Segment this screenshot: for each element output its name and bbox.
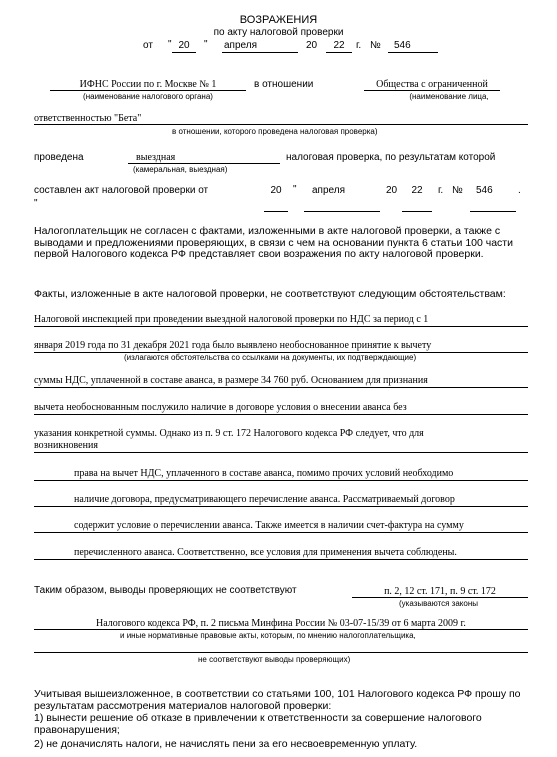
company-name-end: ответственностью "Бета" <box>34 113 142 124</box>
circumstance-rule-8 <box>34 532 528 533</box>
conclusion-label: Таким образом, выводы проверяющих не соответствуют <box>34 585 297 596</box>
circumstance-rule-1 <box>34 326 528 327</box>
request-item-1: 1) вынести решение об отказе в привлечении к ответственности за совершение налогового правонарушения; <box>34 712 482 736</box>
person-caption: (наименование лица, <box>409 92 489 101</box>
quote-open: " <box>168 39 172 50</box>
date-from-label: от <box>143 40 153 51</box>
circumstance-rule-6 <box>34 480 528 481</box>
disagreement-paragraph: Налогоплательщик не согласен с фактами, изложенными в акте налоговой проверки, а также с выводами и предложениями проверяющих, в связи с чем на основании пункта 6 статьи 100 части первой Налогового кодекса РФ представляет свои возражения по акту налоговой проверки. <box>34 225 513 260</box>
act-day-line <box>264 211 288 212</box>
circumstance-line-5b: возникновения <box>34 440 98 451</box>
header-day-line <box>172 52 196 53</box>
in-relation-label: в отношении <box>254 79 314 90</box>
conclusion-laws-2: Налогового кодекса РФ, п. 2 письма Минфина России № 03-07-15/39 от 6 марта 2009 г. <box>96 618 466 629</box>
circumstance-line-1: Налоговой инспекцией при проведении выездной налоговой проверки по НДС за период с 1 <box>34 314 429 325</box>
circumstance-line-7: наличие договора, предусматривающего перечисление аванса. Рассматриваемый договор <box>74 494 455 505</box>
act-number-label: № <box>452 185 463 196</box>
header-year-suffix: 22 <box>333 40 345 51</box>
circumstance-line-4: вычета необоснованным послужило наличие в договоре условия о внесении аванса без <box>34 402 407 413</box>
circumstance-line-2: января 2019 года по 31 декабря 2021 года было выявлено необоснованное принятие к вычету <box>34 340 432 351</box>
header-number-label: № <box>370 40 381 51</box>
act-label: составлен акт налоговой проверки от <box>34 185 209 196</box>
circumstance-line-6: права на вычет НДС, уплаченного в составе аванса, помимо прочих условий необходимо <box>74 468 454 479</box>
header-year-line <box>326 52 352 53</box>
act-year-line <box>402 211 432 212</box>
circumstance-line-8: содержит условие о перечислении аванса. Также имеется в наличии счет-фактура на сумму <box>74 520 464 531</box>
header-day: 20 <box>178 40 190 51</box>
act-year-suffix: 22 <box>411 185 423 196</box>
act-number-line <box>470 211 516 212</box>
act-number: 546 <box>476 185 493 196</box>
act-year-label: г. <box>438 185 444 196</box>
circumstance-line-3: суммы НДС, уплаченной в составе аванса, в размере 34 760 руб. Основанием для признания <box>34 375 428 386</box>
tax-authority-name: ИФНС России по г. Москве № 1 <box>79 79 217 90</box>
header-number-line <box>388 52 438 53</box>
act-quote-open: " <box>34 198 38 209</box>
circumstance-line-9: перечисленного аванса. Соответственно, все условия для применения вычета соблюдены. <box>74 547 457 558</box>
circumstance-rule-7 <box>34 506 528 507</box>
inspection-type: выездная <box>136 152 176 163</box>
act-year-prefix: 20 <box>386 185 398 196</box>
inspection-type-caption: (камеральная, выездная) <box>133 165 228 174</box>
conducted-label: проведена <box>34 152 84 163</box>
company-name-start: Общества с ограниченной <box>376 79 488 90</box>
circumstance-caption: (излагаются обстоятельства со ссылками на документы, их подтверждающие) <box>124 353 417 362</box>
conclusion-laws-line <box>352 597 528 598</box>
mismatch-caption: не соответствуют выводы проверяющих) <box>198 655 351 664</box>
acts-caption: и иные нормативные правовые акты, которым, по мнению налогоплательщика, <box>120 631 416 640</box>
act-dot: . <box>518 185 521 196</box>
quote-close: " <box>204 39 208 50</box>
tax-authority-caption: (наименование налогового органа) <box>83 92 213 101</box>
company-name-line <box>364 90 500 91</box>
inspection-rest: налоговая проверка, по результатам которой <box>286 152 496 163</box>
header-year-label: г. <box>356 40 362 51</box>
tax-authority-line <box>50 90 246 91</box>
conclusion-laws-1: п. 2, 12 ст. 171, п. 9 ст. 172 <box>384 586 496 597</box>
act-day: 20 <box>270 185 282 196</box>
circumstance-rule-3 <box>34 387 528 388</box>
laws-caption: (указываются законы <box>399 599 479 608</box>
circumstance-rule-9 <box>34 559 528 560</box>
act-month: апреля <box>312 185 346 196</box>
document-title: ВОЗРАЖЕНИЯ <box>239 14 318 26</box>
company-caption: в отношении, которого проведена налоговая проверка) <box>172 127 378 136</box>
mismatch-line <box>34 652 528 653</box>
company-name-end-line <box>34 124 528 125</box>
header-year-prefix: 20 <box>306 40 318 51</box>
facts-paragraph: Факты, изложенные в акте налоговой проверки, не соответствуют следующим обстоятельствам: <box>34 288 506 300</box>
circumstance-rule-4 <box>34 414 528 415</box>
header-month-line <box>222 52 298 53</box>
circumstance-rule-5 <box>34 452 528 453</box>
inspection-type-line <box>128 163 280 164</box>
act-quote-close: " <box>293 184 297 195</box>
header-month: апреля <box>224 40 258 51</box>
request-intro: Учитывая вышеизложенное, в соответствии со статьями 100, 101 Налогового кодекса РФ прошу по результатам рассмотрения материалов налоговой проверки: <box>34 688 521 712</box>
act-month-line <box>304 211 380 212</box>
conclusion-laws-2-line <box>34 629 528 630</box>
request-item-2: 2) не доначислять налоги, не начислять пени за его несвоевременную уплату. <box>34 738 418 750</box>
circumstance-line-5a: указания конкретной суммы. Однако из п. 9 ст. 172 Налогового кодекса РФ следует, что для <box>34 428 424 439</box>
document-subtitle: по акту налоговой проверки <box>213 27 344 38</box>
header-number: 546 <box>394 40 411 51</box>
